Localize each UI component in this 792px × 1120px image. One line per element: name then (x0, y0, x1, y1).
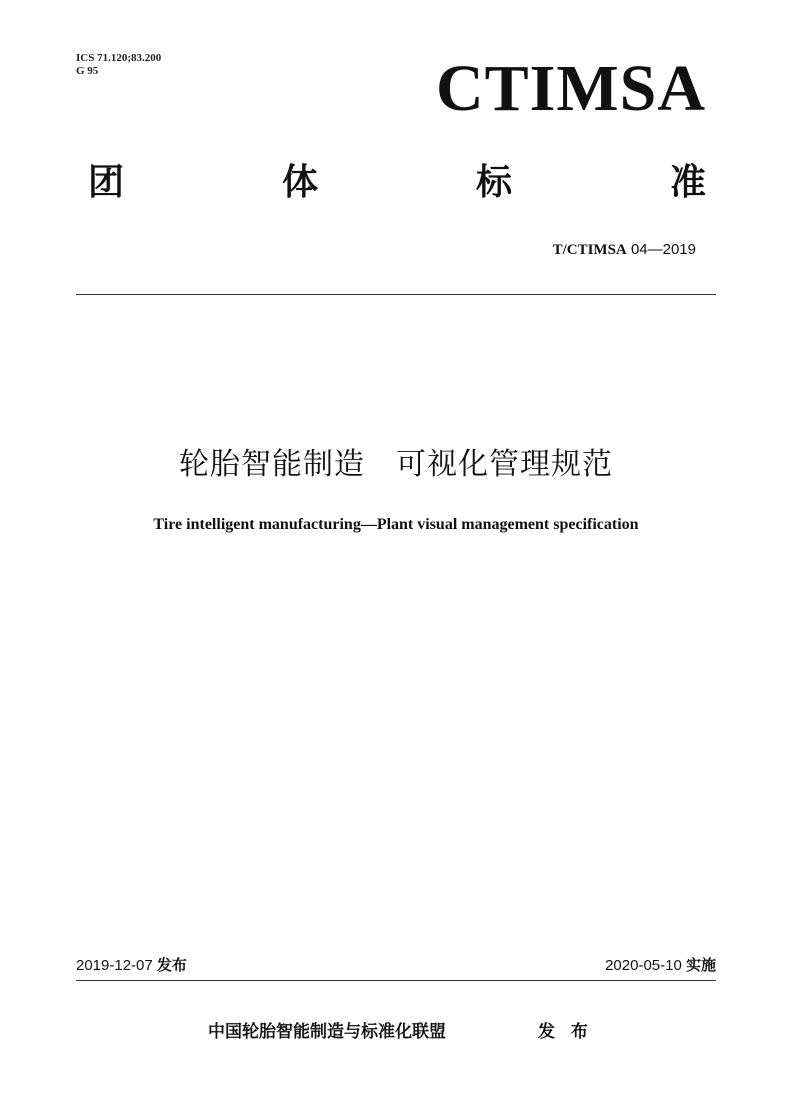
implementation-date-value: 2020-05-10 (605, 957, 682, 974)
issue-date-label: 发布 (156, 956, 187, 974)
ccs-code: G 95 (76, 65, 99, 77)
ics-code: ICS 71.120;83.200 (76, 52, 162, 64)
publisher-action: 发 布 (538, 1022, 588, 1042)
implementation-date-label: 实施 (685, 956, 716, 974)
doc-type-char-4: 准 (669, 162, 706, 203)
doc-type-char-3: 标 (475, 162, 512, 203)
standard-number (553, 240, 696, 260)
title-english: Tire intelligent manufacturing—Plant visual management specification (153, 516, 639, 533)
doc-type-char-2: 体 (281, 162, 318, 203)
brand-logo-text: CTIMSA (435, 52, 706, 125)
issue-date (76, 955, 187, 976)
doc-type-char-1: 团 (88, 162, 125, 203)
implementation-date (605, 955, 716, 976)
standard-number-value: 04—2019 (630, 241, 696, 258)
title-chinese: 轮胎智能制造 可视化管理规范 (179, 447, 613, 482)
issue-date-value: 2019-12-07 (76, 957, 153, 974)
footer-divider (76, 980, 716, 981)
standard-number-prefix: T/CTIMSA (552, 242, 627, 258)
header-divider (76, 294, 716, 295)
publisher-name: 中国轮胎智能制造与标准化联盟 (208, 1022, 446, 1042)
classification-codes (76, 52, 161, 78)
document-type (88, 158, 706, 208)
